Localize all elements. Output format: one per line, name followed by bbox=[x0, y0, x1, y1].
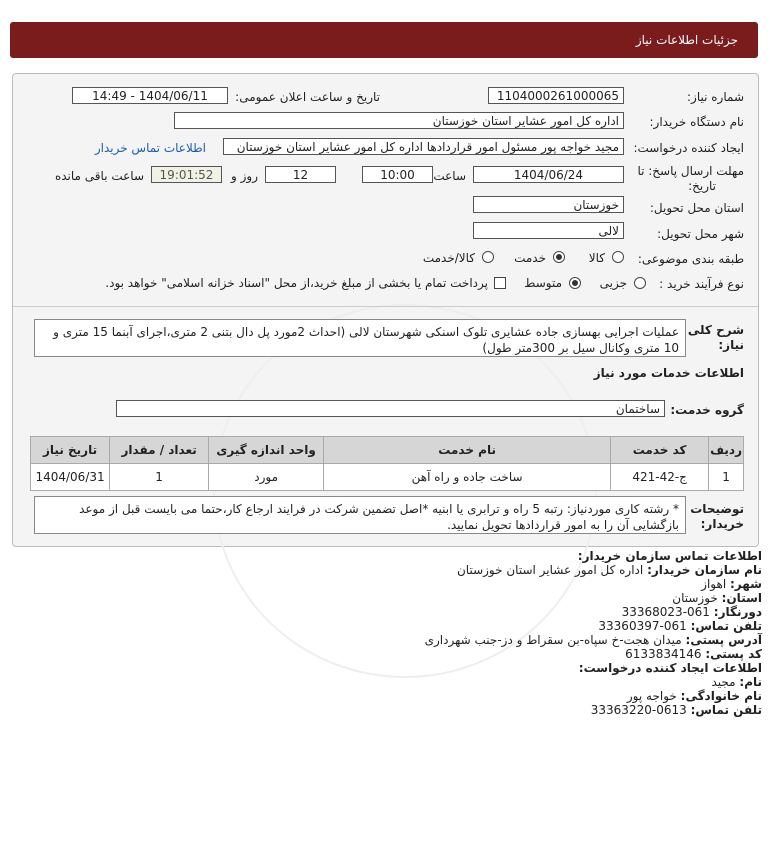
services-section-title: اطلاعات خدمات مورد نیاز bbox=[593, 366, 744, 380]
contact-postal-value: 6133834146 bbox=[625, 647, 702, 661]
buyer-contact-link[interactable]: اطلاعات تماس خریدار bbox=[94, 141, 206, 155]
process-label: نوع فرآیند خرید : bbox=[659, 277, 744, 291]
col-code: کد خدمت bbox=[611, 437, 709, 464]
notes-text: * رشته کاری موردنیاز: رتبه 5 راه و ترابری یا ابنیه *اصل تضمین شرکت در فرایند ارجاع کار،حتما می بایست قبل از موعد بازگشایی آن را به امور قراردادها تحویل نمایید. bbox=[34, 496, 686, 534]
contact-address-label: آدرس پستی: bbox=[685, 633, 762, 647]
table-row[interactable] bbox=[31, 464, 744, 491]
days-field[interactable]: 12 bbox=[265, 166, 336, 183]
process-option-medium: متوسط bbox=[524, 276, 562, 290]
col-name: نام خدمت bbox=[324, 437, 611, 464]
contact-org-label: نام سازمان خریدار: bbox=[647, 563, 762, 577]
contact-org-value: اداره کل امور عشایر استان خوزستان bbox=[456, 563, 644, 577]
process-option-minor: جزیی bbox=[599, 276, 627, 290]
divider bbox=[13, 306, 758, 307]
announce-field[interactable]: 1404/06/11 - 14:49 bbox=[72, 87, 228, 104]
creator-family-value: خواجه پور bbox=[626, 689, 677, 703]
contact-phone-label: تلفن تماس: bbox=[690, 619, 762, 633]
col-qty: تعداد / مقدار bbox=[110, 437, 209, 464]
contact-city-value: اهواز bbox=[701, 577, 727, 591]
process-radio-minor[interactable] bbox=[634, 277, 646, 289]
category-label: طبقه بندی موضوعی: bbox=[637, 252, 744, 266]
service-group-field[interactable]: ساختمان bbox=[116, 400, 665, 417]
cell-code: ج-42-421 bbox=[611, 464, 709, 491]
creator-field[interactable]: مجید خواجه پور مسئول امور قراردادها اداره کل امور عشایر استان خوزستان bbox=[223, 138, 624, 155]
buyer-label: نام دستگاه خریدار: bbox=[649, 115, 744, 129]
cell-unit: مورد bbox=[209, 464, 324, 491]
buyer-contact-info bbox=[62, 549, 762, 717]
city-field[interactable]: لالی bbox=[473, 222, 624, 239]
days-label: روز و bbox=[231, 169, 258, 183]
contact-phone-value: 061-33360397 bbox=[598, 619, 687, 633]
contact-fax-label: دورنگار: bbox=[713, 605, 762, 619]
city-label: شهر محل تحویل: bbox=[657, 227, 744, 241]
contact-province-value: خوزستان bbox=[672, 591, 718, 605]
contact-province-label: استان: bbox=[721, 591, 762, 605]
page-title: جزئیات اطلاعات نیاز bbox=[635, 33, 738, 47]
services-table bbox=[30, 436, 744, 491]
category-option-service: خدمت bbox=[514, 251, 546, 265]
need-number-label: شماره نیاز: bbox=[687, 90, 744, 104]
details-panel bbox=[12, 73, 759, 547]
category-option-both: کالا/خدمت bbox=[422, 251, 475, 265]
col-index: ردیف bbox=[709, 437, 744, 464]
province-label: استان محل تحویل: bbox=[649, 201, 744, 215]
creator-phone-value: 0613-33363220 bbox=[590, 703, 687, 717]
creator-name-value: مجید bbox=[711, 675, 736, 689]
treasury-payment-text: پرداخت تمام یا بخشی از مبلغ خرید،از محل "اسناد خزانه اسلامی" خواهد بود. bbox=[105, 276, 488, 290]
deadline-label-date: تاریخ: bbox=[688, 179, 716, 193]
page-header bbox=[10, 22, 758, 58]
announce-label: تاریخ و ساعت اعلان عمومی: bbox=[235, 90, 380, 104]
summary-label-2: نیاز: bbox=[718, 338, 744, 352]
notes-label: توضیحات bbox=[690, 502, 744, 516]
category-radio-goods[interactable] bbox=[612, 251, 624, 263]
summary-label: شرح کلی bbox=[687, 323, 744, 337]
col-unit: واحد اندازه گیری bbox=[209, 437, 324, 464]
notes-label-2: خریدار: bbox=[700, 517, 744, 531]
creator-family-label: نام خانوادگی: bbox=[680, 689, 762, 703]
creator-label: ایجاد کننده درخواست: bbox=[633, 141, 744, 155]
remaining-label: ساعت باقی مانده bbox=[54, 169, 144, 183]
category-radio-service[interactable] bbox=[553, 251, 565, 263]
creator-phone-label: تلفن تماس: bbox=[690, 703, 762, 717]
remaining-time-field: 19:01:52 bbox=[151, 166, 222, 183]
contact-title: اطلاعات تماس سازمان خریدار: bbox=[577, 549, 762, 563]
deadline-date-field[interactable]: 1404/06/24 bbox=[473, 166, 624, 183]
contact-city-label: شهر: bbox=[730, 577, 762, 591]
buyer-field[interactable]: اداره کل امور عشایر استان خوزستان bbox=[174, 112, 624, 129]
contact-fax-value: 061-33368023 bbox=[621, 605, 710, 619]
deadline-time-field[interactable]: 10:00 bbox=[362, 166, 433, 183]
col-date: تاریخ نیاز bbox=[31, 437, 110, 464]
cell-date: 1404/06/31 bbox=[31, 464, 110, 491]
province-field[interactable]: خوزستان bbox=[473, 196, 624, 213]
creator-info-title: اطلاعات ایجاد کننده درخواست: bbox=[578, 661, 762, 675]
category-option-goods: کالا bbox=[588, 251, 605, 265]
treasury-checkbox[interactable] bbox=[494, 277, 506, 289]
cell-qty: 1 bbox=[110, 464, 209, 491]
service-group-label: گروه خدمت: bbox=[670, 403, 744, 417]
need-number-field[interactable]: 1104000261000065 bbox=[488, 87, 624, 104]
process-radio-medium[interactable] bbox=[569, 277, 581, 289]
creator-name-label: نام: bbox=[739, 675, 762, 689]
cell-name: ساخت جاده و راه آهن bbox=[324, 464, 611, 491]
deadline-time-label: ساعت bbox=[433, 169, 466, 183]
deadline-label: مهلت ارسال پاسخ: تا bbox=[637, 164, 744, 178]
cell-index: 1 bbox=[709, 464, 744, 491]
contact-address-value: میدان هجت-خ سپاه-بن سقراط و دز-جنب شهرداری bbox=[424, 633, 682, 647]
category-radio-both[interactable] bbox=[482, 251, 494, 263]
contact-postal-label: کد پستی: bbox=[705, 647, 762, 661]
summary-text: عملیات اجرایی بهسازی جاده عشایری تلوک اسنکی شهرستان لالی (احداث 2مورد پل دال بتنی 2 متری،اجرای آبنما 15 متری و 10 متری وکانال سیل بر 300متر طول) bbox=[34, 319, 686, 357]
